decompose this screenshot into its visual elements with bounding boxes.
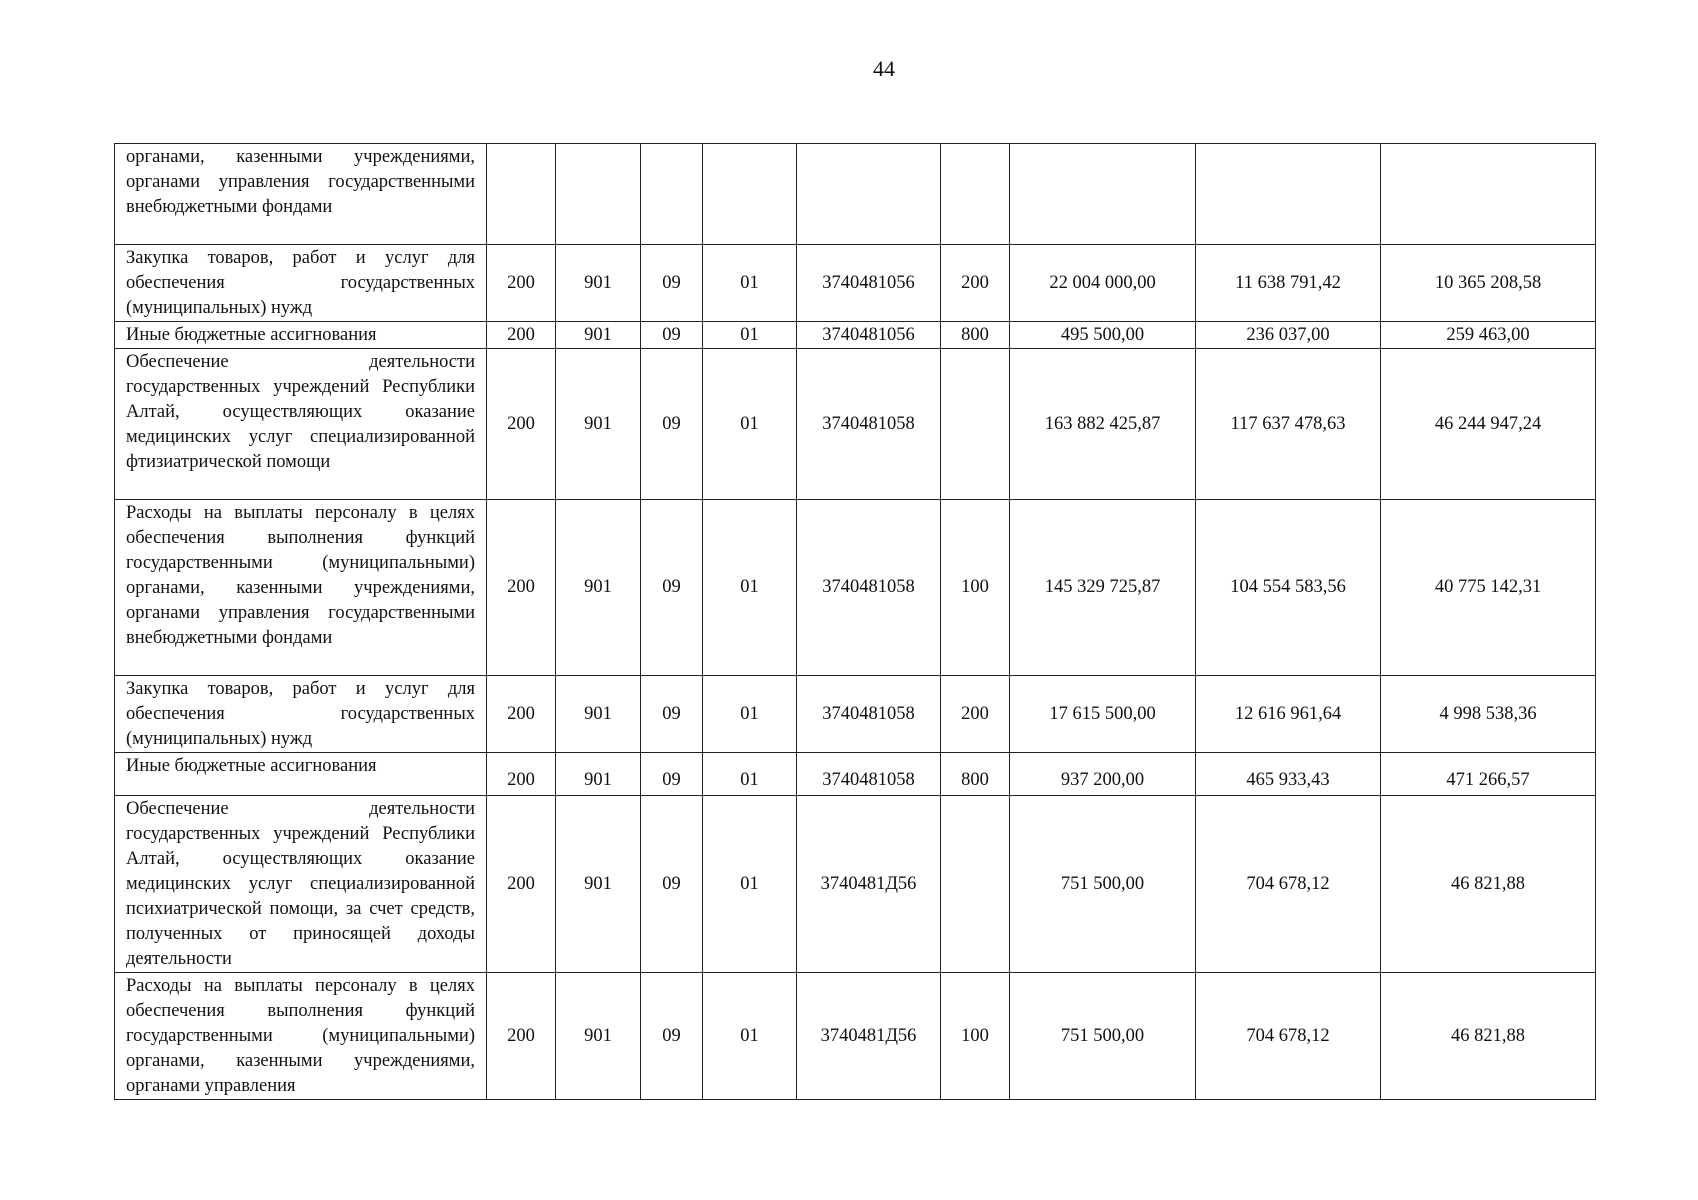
cell-c3: 09: [641, 753, 703, 796]
cell-c5: 3740481Д56: [797, 796, 941, 973]
cell-c4: [703, 144, 797, 245]
cell-c6: 100: [941, 500, 1010, 676]
cell-amount-2: 11 638 791,42: [1196, 245, 1381, 322]
cell-c2: [556, 144, 641, 245]
table-row: [115, 676, 1596, 753]
cell-c4: 01: [703, 796, 797, 973]
cell-c1: 200: [487, 973, 556, 1100]
cell-amount-1: 163 882 425,87: [1010, 349, 1196, 500]
cell-amount-3: 46 821,88: [1381, 796, 1596, 973]
table-row: [115, 973, 1596, 1100]
cell-amount-1: 495 500,00: [1010, 322, 1196, 349]
cell-amount-2: 465 933,43: [1196, 753, 1381, 796]
cell-c1: 200: [487, 500, 556, 676]
table-row: [115, 753, 1596, 796]
row-name: Расходы на выплаты персоналу в целях обеспечения выполнения функций государственными (муниципальными) органами, казенными учреждениями, органами управления государственными внебюджетными фондами: [115, 500, 487, 676]
cell-amount-2: 236 037,00: [1196, 322, 1381, 349]
cell-amount-1: 17 615 500,00: [1010, 676, 1196, 753]
cell-c4: 01: [703, 245, 797, 322]
cell-c5: 3740481058: [797, 349, 941, 500]
cell-c1: 200: [487, 322, 556, 349]
row-name: органами, казенными учреждениями, органами управления государственными внебюджетными фондами: [115, 144, 487, 245]
cell-amount-2: [1196, 144, 1381, 245]
table-row: [115, 144, 1596, 245]
cell-c2: 901: [556, 676, 641, 753]
cell-c5: 3740481058: [797, 753, 941, 796]
cell-c6: 100: [941, 973, 1010, 1100]
cell-c1: 200: [487, 676, 556, 753]
cell-c1: 200: [487, 796, 556, 973]
cell-c2: 901: [556, 500, 641, 676]
cell-amount-3: 40 775 142,31: [1381, 500, 1596, 676]
cell-c6: [941, 144, 1010, 245]
cell-c3: 09: [641, 500, 703, 676]
cell-amount-2: 104 554 583,56: [1196, 500, 1381, 676]
cell-c5: 3740481058: [797, 676, 941, 753]
cell-c2: 901: [556, 322, 641, 349]
cell-c3: 09: [641, 796, 703, 973]
cell-c4: 01: [703, 349, 797, 500]
cell-c4: 01: [703, 973, 797, 1100]
cell-c1: 200: [487, 753, 556, 796]
table-row: [115, 322, 1596, 349]
cell-c5: 3740481Д56: [797, 973, 941, 1100]
cell-c6: 200: [941, 245, 1010, 322]
table-row: [115, 500, 1596, 676]
cell-c4: 01: [703, 753, 797, 796]
table-row: [115, 349, 1596, 500]
cell-amount-3: [1381, 144, 1596, 245]
cell-amount-1: 751 500,00: [1010, 973, 1196, 1100]
cell-amount-3: 46 244 947,24: [1381, 349, 1596, 500]
cell-amount-2: 704 678,12: [1196, 973, 1381, 1100]
cell-c6: [941, 796, 1010, 973]
cell-c3: 09: [641, 973, 703, 1100]
cell-c5: 3740481056: [797, 322, 941, 349]
cell-c5: 3740481058: [797, 500, 941, 676]
cell-amount-1: 145 329 725,87: [1010, 500, 1196, 676]
cell-c3: [641, 144, 703, 245]
row-name: Иные бюджетные ассигнования: [115, 322, 487, 349]
cell-amount-3: 471 266,57: [1381, 753, 1596, 796]
cell-c4: 01: [703, 500, 797, 676]
cell-c3: 09: [641, 245, 703, 322]
table-row: [115, 796, 1596, 973]
cell-amount-1: 751 500,00: [1010, 796, 1196, 973]
cell-amount-2: 12 616 961,64: [1196, 676, 1381, 753]
cell-c1: 200: [487, 245, 556, 322]
cell-c6: 200: [941, 676, 1010, 753]
cell-c4: 01: [703, 676, 797, 753]
cell-c1: 200: [487, 349, 556, 500]
row-name: Закупка товаров, работ и услуг для обеспечения государственных (муниципальных) нужд: [115, 245, 487, 322]
row-name: Иные бюджетные ассигнования: [115, 753, 487, 796]
cell-c6: [941, 349, 1010, 500]
cell-amount-1: 22 004 000,00: [1010, 245, 1196, 322]
cell-c3: 09: [641, 322, 703, 349]
cell-c6: 800: [941, 322, 1010, 349]
cell-amount-3: 4 998 538,36: [1381, 676, 1596, 753]
cell-c4: 01: [703, 322, 797, 349]
cell-c6: 800: [941, 753, 1010, 796]
cell-c5: [797, 144, 941, 245]
cell-c2: 901: [556, 245, 641, 322]
row-name: Расходы на выплаты персоналу в целях обеспечения выполнения функций государственными (муниципальными) органами, казенными учреждениями, органами управления: [115, 973, 487, 1100]
cell-amount-1: 937 200,00: [1010, 753, 1196, 796]
cell-amount-3: 259 463,00: [1381, 322, 1596, 349]
table-row: [115, 245, 1596, 322]
cell-amount-2: 117 637 478,63: [1196, 349, 1381, 500]
cell-c2: 901: [556, 349, 641, 500]
cell-c2: 901: [556, 973, 641, 1100]
cell-amount-1: [1010, 144, 1196, 245]
cell-amount-3: 46 821,88: [1381, 973, 1596, 1100]
cell-c3: 09: [641, 676, 703, 753]
row-name: Обеспечение деятельности государственных учреждений Республики Алтай, осуществляющих оказание медицинских услуг специализированной фтизиатрической помощи: [115, 349, 487, 500]
cell-c2: 901: [556, 753, 641, 796]
cell-c5: 3740481056: [797, 245, 941, 322]
cell-c2: 901: [556, 796, 641, 973]
cell-amount-2: 704 678,12: [1196, 796, 1381, 973]
cell-c3: 09: [641, 349, 703, 500]
row-name: Закупка товаров, работ и услуг для обеспечения государственных (муниципальных) нужд: [115, 676, 487, 753]
page-number: 44: [873, 56, 895, 81]
cell-c1: [487, 144, 556, 245]
cell-amount-3: 10 365 208,58: [1381, 245, 1596, 322]
budget-table: [114, 143, 1596, 1100]
row-name: Обеспечение деятельности государственных учреждений Республики Алтай, осуществляющих оказание медицинских услуг специализированной психиатрической помощи, за счет средств, полученных от приносящей доходы деятельности: [115, 796, 487, 973]
budget-table-body: [115, 144, 1596, 1100]
